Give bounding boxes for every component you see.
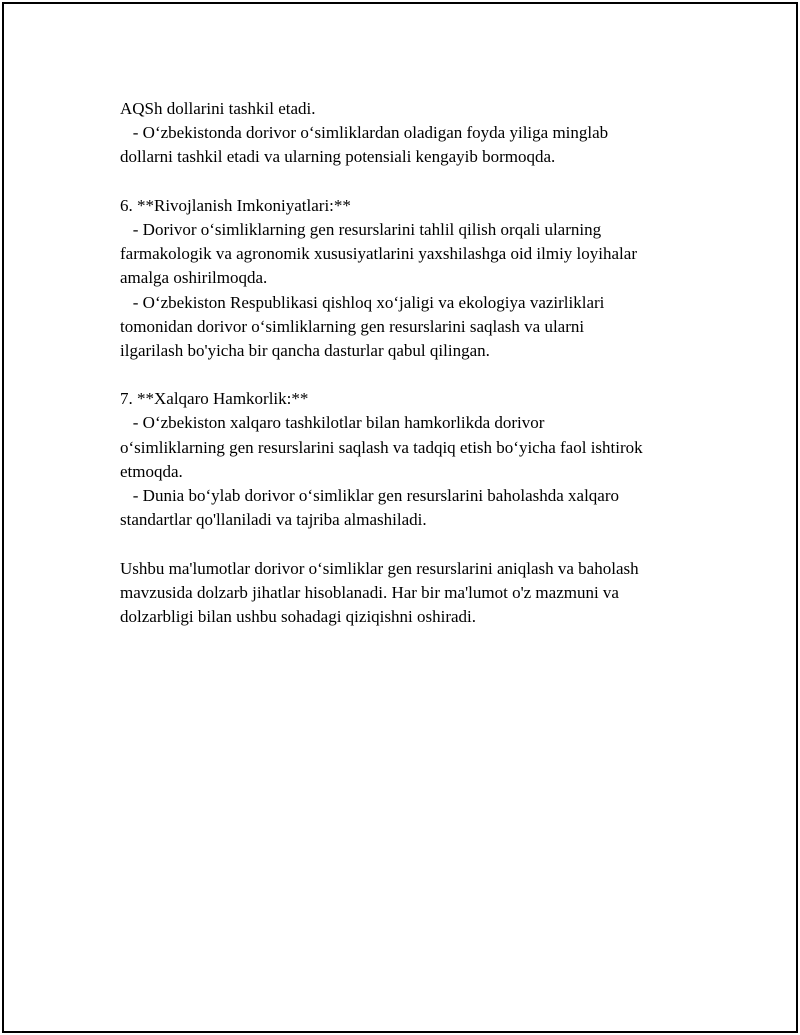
section-international-cooperation (120, 387, 710, 532)
text-line: mavzusida dolzarb jihatlar hisoblanadi. Har bir ma'lumot o'z mazmuni va (120, 582, 619, 602)
text-line: - O‘zbekistonda dorivor o‘simliklardan oladigan foyda yiliga minglab (120, 123, 609, 143)
paragraph-conclusion (120, 557, 710, 630)
text-line: dollarni tashkil etadi va ularning potensiali kengayib bormoqda. (120, 147, 556, 167)
section-heading: 6. **Rivojlanish Imkoniyatlari:** (120, 195, 351, 215)
text-line: amalga oshirilmoqda. (120, 268, 268, 288)
text-line: tomonidan dorivor o‘simliklarning gen resurslarini saqlash va ularni (120, 316, 585, 336)
text-line: - O‘zbekiston xalqaro tashkilotlar bilan hamkorlikda dorivor (120, 413, 545, 433)
text-line: dolzarbligi bilan ushbu sohadagi qiziqishni oshiradi. (120, 606, 477, 626)
text-line: etmoqda. (120, 461, 183, 481)
text-line: Ushbu ma'lumotlar dorivor o‘simliklar gen resurslarini aniqlash va baholash (120, 558, 639, 578)
paragraph-spacer (120, 532, 710, 556)
document-body (120, 97, 710, 629)
document-page (2, 2, 798, 1033)
section-heading: 7. **Xalqaro Hamkorlik:** (120, 389, 309, 409)
text-line: - O‘zbekiston Respublikasi qishloq xo‘jaligi va ekologiya vazirliklari (120, 292, 605, 312)
paragraph-spacer (120, 170, 710, 194)
section-development-opportunities (120, 194, 710, 363)
text-line: AQSh dollarini tashkil etadi. (120, 99, 316, 118)
text-line: - Dorivor o‘simliklarning gen resurslarini tahlil qilish orqali ularning (120, 219, 602, 239)
text-line: - Dunia bo‘ylab dorivor o‘simliklar gen resurslarini baholashda xalqaro (120, 486, 620, 505)
paragraph-profit (120, 97, 710, 170)
text-line: ilgarilash bo'yicha bir qancha dasturlar qabul qilingan. (120, 340, 490, 360)
text-line: farmakologik va agronomik xususiyatlarini yaxshilashga oid ilmiy loyihalar (120, 244, 637, 264)
text-line: o‘simliklarning gen resurslarini saqlash va tadqiq etish bo‘yicha faol ishtirok (120, 437, 643, 457)
text-line: standartlar qo'llaniladi va tajriba almashiladi. (120, 510, 427, 530)
paragraph-spacer (120, 363, 710, 387)
